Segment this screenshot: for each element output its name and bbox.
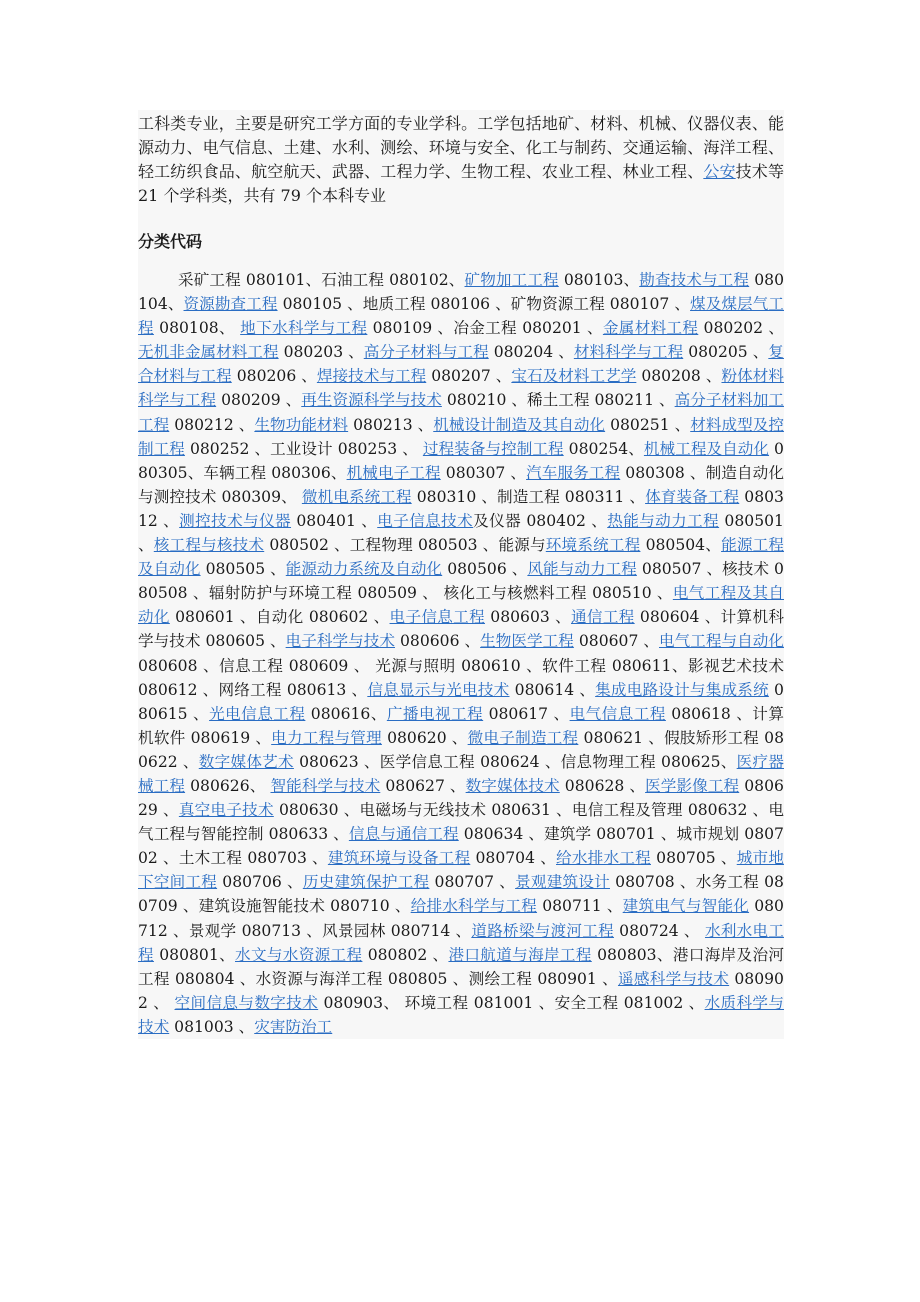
- code-text: 080603 、: [485, 608, 571, 627]
- intro-text: 工科类专业，主要是研究工学方面的专业学科。工学包括地矿、材料、机械、仪器仪表、能源动力、电气信息、土建、水利、测绘、环境与安全、化工与制药、交通运输、海洋工程、轻工纺织食品、航空航天、武器、工程力学、生物工程、农业工程、林业工程、: [138, 114, 784, 181]
- major-link[interactable]: 勘查技术与工程: [639, 271, 750, 289]
- code-text: 080203 、: [278, 343, 364, 362]
- major-link[interactable]: 电子信息工程: [389, 608, 485, 627]
- major-link[interactable]: 给排水科学与工程: [410, 897, 538, 916]
- major-link[interactable]: 港口航道与海岸工程: [448, 945, 592, 964]
- code-text: 080601 、自动化 080602 、: [169, 608, 390, 627]
- code-text: 080614 、: [509, 680, 596, 699]
- code-text: 080204 、: [488, 343, 574, 362]
- major-link[interactable]: 材料成型及控制工程: [138, 415, 784, 458]
- major-link[interactable]: 信息与通信工程: [348, 825, 459, 844]
- code-text: 080210 、稀土工程 080211 、: [441, 391, 675, 410]
- major-link[interactable]: 微机电系统工程: [301, 487, 412, 506]
- code-text: 080205 、: [683, 343, 769, 362]
- major-link[interactable]: 电子信息技术: [377, 511, 474, 530]
- major-link[interactable]: 给水排水工程: [556, 849, 651, 868]
- major-link[interactable]: 核工程与核技术: [153, 536, 265, 555]
- code-text: 080606 、: [395, 632, 481, 651]
- code-text: 080252 、工业设计 080253 、: [184, 439, 423, 458]
- major-link[interactable]: 焊接技术与工程: [316, 367, 427, 386]
- major-link[interactable]: 机械电子工程: [346, 463, 441, 482]
- major-link[interactable]: 生物功能材料: [254, 415, 349, 434]
- major-link[interactable]: 能源工程及自动化: [138, 536, 784, 579]
- major-link[interactable]: 数字媒体技术: [465, 776, 560, 795]
- major-link[interactable]: 材料科学与工程: [573, 343, 684, 362]
- code-text: 080802 、: [362, 945, 449, 964]
- code-text: 080202 、: [698, 319, 784, 338]
- code-text: 080803、港口海岸及治河工程 080804 、水资源与海洋工程 080805 、测绘工程 080901 、: [138, 945, 784, 988]
- major-link[interactable]: 建筑环境与设备工程: [327, 849, 471, 868]
- major-link[interactable]: 煤及煤层气工程: [138, 295, 784, 338]
- major-link[interactable]: 高分子材料与工程: [363, 343, 489, 362]
- major-link[interactable]: 资源勘查工程: [183, 295, 278, 314]
- code-text: 080628 、: [559, 776, 646, 795]
- major-link[interactable]: 能源动力系统及自动化: [285, 560, 443, 579]
- code-text: 080208 、: [636, 367, 722, 386]
- major-link[interactable]: 医学影像工程: [645, 776, 740, 795]
- code-text: 080308 、制造自动化与测控技术 080309、: [138, 463, 784, 506]
- major-link[interactable]: 风能与动力工程: [527, 560, 637, 579]
- major-link[interactable]: 信息显示与光电技术: [367, 680, 510, 699]
- major-link[interactable]: 医疗器械工程: [138, 752, 784, 795]
- major-link[interactable]: 体育装备工程: [645, 487, 740, 506]
- major-link[interactable]: 广播电视工程: [386, 704, 484, 723]
- code-text: 080104、: [138, 271, 784, 314]
- major-link[interactable]: 金属材料工程: [602, 319, 699, 338]
- code-text: 080623 、医学信息工程 080624 、信息物理工程 080625、: [293, 752, 737, 771]
- code-text: 080401 、: [291, 511, 378, 530]
- major-link[interactable]: 遥感科学与技术: [617, 969, 730, 988]
- major-link[interactable]: 建筑电气与智能化: [622, 897, 750, 916]
- code-text: 080615 、: [138, 680, 784, 723]
- code-text: 080706 、: [217, 873, 303, 892]
- major-link[interactable]: 电气工程及其自动化: [138, 584, 784, 627]
- code-text: 080616、: [305, 704, 387, 723]
- classification-codes-paragraph: [138, 268, 784, 1039]
- major-link[interactable]: 智能科学与技术: [270, 776, 381, 795]
- major-link[interactable]: 城市地下空间工程: [138, 849, 784, 892]
- code-text: 080307 、: [440, 463, 527, 482]
- major-link[interactable]: 道路桥梁与渡河工程: [471, 921, 614, 940]
- code-text: 080109 、冶金工程 080201 、: [367, 319, 603, 338]
- major-link[interactable]: 复合材料与工程: [138, 343, 784, 386]
- code-text: 080711 、: [537, 897, 623, 916]
- code-text: 080501 、: [138, 511, 784, 555]
- major-link[interactable]: 微电子制造工程: [467, 728, 579, 747]
- major-link[interactable]: 通信工程: [571, 608, 635, 627]
- code-text: 080630 、电磁场与无线技术 080631 、电信工程及管理 080632 、电气工程与智能控制 080633 、: [138, 801, 784, 844]
- code-text: 080103、: [558, 271, 640, 289]
- code-text: 080903、 环境工程 081001 、安全工程 081002 、: [318, 993, 705, 1012]
- major-link[interactable]: 测控技术与仪器: [179, 511, 292, 530]
- code-text: 080634 、建筑学 080701 、城市规划 080702 、土木工程 080703 、: [138, 825, 784, 868]
- major-link[interactable]: 过程装备与控制工程: [422, 439, 564, 458]
- code-text: 080621 、假肢矫形工程 080622 、: [138, 728, 784, 771]
- code-text: 080310 、制造工程 080311 、: [411, 487, 646, 506]
- code-text: 080704 、: [470, 849, 557, 868]
- major-link[interactable]: 再生资源科学与技术: [301, 391, 442, 410]
- major-link[interactable]: 机械设计制造及其自动化: [433, 415, 606, 434]
- code-text: 080305、车辆工程 080306、: [138, 439, 784, 482]
- code-text: 080618 、计算机软件 080619 、: [138, 704, 784, 747]
- code-text: 080707 、: [429, 873, 516, 892]
- code-text: 080209 、: [216, 391, 302, 410]
- code-text: 080502 、工程物理 080503 、能源与: [264, 536, 546, 555]
- major-link[interactable]: 电气信息工程: [569, 704, 666, 723]
- section-heading: 分类代码: [138, 232, 203, 251]
- major-link[interactable]: 地下水科学与工程: [240, 319, 368, 338]
- code-text: 080507 、核技术 080508 、辐射防护与环境工程 080509 、 核化工与核燃料工程 080510 、: [138, 560, 784, 603]
- major-link[interactable]: 空间信息与数字技术: [174, 993, 319, 1012]
- code-text: 采矿工程 080101、石油工程 080102、: [178, 271, 465, 289]
- major-link[interactable]: 汽车服务工程: [526, 463, 621, 482]
- code-text: 080207 、: [426, 367, 512, 386]
- major-link[interactable]: 高分子材料加工工程: [138, 391, 784, 434]
- code-text: 080212 、: [169, 415, 255, 434]
- code-text: 080505 、: [200, 560, 286, 579]
- intro-paragraph: [138, 112, 784, 208]
- major-link[interactable]: 热能与动力工程: [607, 511, 720, 530]
- major-link[interactable]: 光电信息工程: [209, 704, 306, 723]
- code-text: 080627 、: [380, 776, 466, 795]
- major-link[interactable]: 景观建筑设计: [515, 873, 610, 892]
- code-text: 080629 、: [138, 776, 784, 820]
- major-link[interactable]: 电力工程与管理: [271, 728, 382, 747]
- code-text: 080626、: [185, 776, 271, 795]
- code-text: 080608 、信息工程 080609 、 光源与照明 080610 、软件工程 080611、影视艺术技术 080612 、网络工程 080613 、: [138, 656, 784, 699]
- code-text: 080108、: [153, 319, 241, 338]
- code-text: 080801、: [153, 945, 236, 964]
- intro-text-end: 技术等 21 个学科类，共有 79 个本科专业: [138, 162, 784, 205]
- code-text: 080213 、: [348, 415, 434, 434]
- code-text: 080251 、: [605, 415, 691, 434]
- code-text: 080617 、: [483, 704, 570, 723]
- major-link[interactable]: 生物医学工程: [480, 632, 574, 651]
- code-text: 080504、: [640, 536, 722, 555]
- code-text: 080506 、: [442, 560, 528, 579]
- major-link[interactable]: 灾害防治工: [254, 1017, 333, 1036]
- code-text: 080705 、: [650, 849, 737, 868]
- major-link[interactable]: 水质科学与技术: [138, 993, 784, 1036]
- major-link[interactable]: 水利水电工程: [138, 921, 784, 964]
- major-link[interactable]: 水文与水资源工程: [235, 945, 363, 964]
- code-text: 080620 、: [381, 728, 468, 747]
- code-text: 及仪器 080402 、: [473, 511, 608, 530]
- major-link[interactable]: 环境系统工程: [545, 536, 641, 555]
- code-text: 081003 、: [169, 1017, 255, 1036]
- major-link[interactable]: 矿物加工工程: [464, 271, 559, 289]
- major-link[interactable]: 机械工程及自动化: [643, 439, 770, 458]
- code-text: 080902 、: [138, 969, 784, 1012]
- code-text: 080708 、水务工程 080709 、建筑设施智能技术 080710 、: [138, 873, 784, 916]
- code-text: 080607 、: [573, 632, 659, 651]
- code-text: 080724 、: [613, 921, 705, 940]
- code-text: 080604 、计算机科学与技术 080605 、: [138, 608, 784, 651]
- major-link[interactable]: 粉体材料科学与工程: [138, 367, 784, 410]
- major-link[interactable]: 历史建筑保护工程: [302, 873, 430, 892]
- code-text: 080206 、: [231, 367, 317, 386]
- code-text: 080712 、景观学 080713 、风景园林 080714 、: [138, 897, 784, 940]
- code-text: 080254、: [563, 439, 644, 458]
- major-link[interactable]: 宝石及材料工艺学: [511, 367, 637, 386]
- major-link[interactable]: 无机非金属材料工程: [138, 343, 279, 362]
- major-link[interactable]: 电子科学与技术: [285, 632, 395, 651]
- document-page: [138, 110, 784, 1039]
- link-gongan[interactable]: 公安: [703, 162, 736, 181]
- major-link[interactable]: 数字媒体艺术: [198, 752, 294, 771]
- code-text: 080312 、: [138, 487, 784, 530]
- major-link[interactable]: 真空电子技术: [178, 801, 274, 820]
- major-link[interactable]: 电气工程与自动化: [659, 632, 784, 651]
- code-text: 080105 、地质工程 080106 、矿物资源工程 080107 、: [277, 295, 691, 314]
- major-link[interactable]: 集成电路设计与集成系统: [595, 680, 769, 699]
